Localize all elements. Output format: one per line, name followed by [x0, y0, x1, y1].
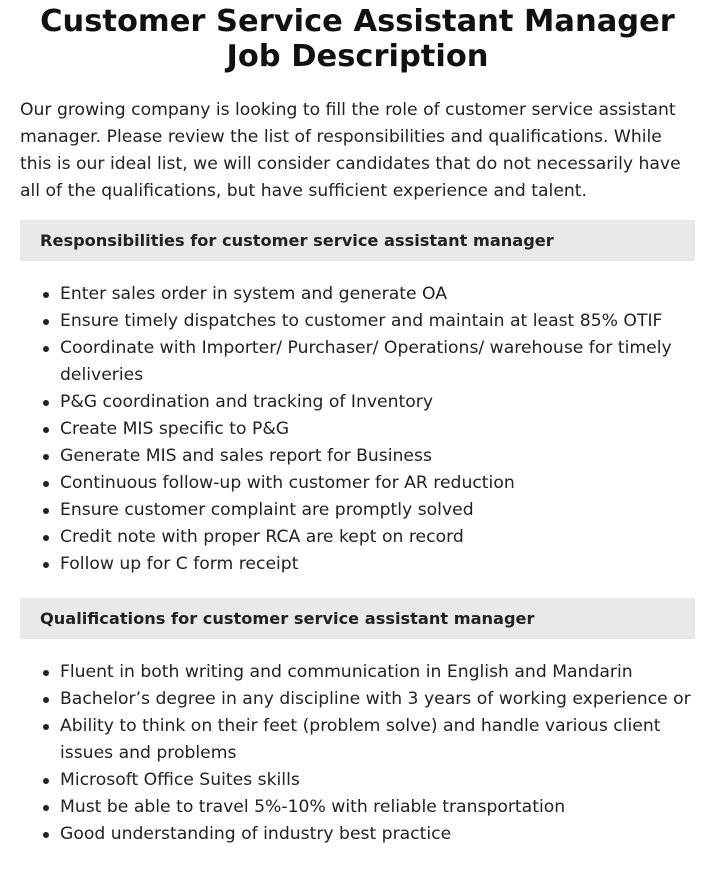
list-item: Generate MIS and sales report for Business: [60, 443, 695, 470]
list-item: Continuous follow-up with customer for AR reduction: [60, 470, 695, 497]
list-item: Ensure customer complaint are promptly solved: [60, 497, 695, 524]
list-item: Create MIS specific to P&G: [60, 416, 695, 443]
qualifications-heading: Qualifications for customer service assistant manager: [20, 598, 695, 639]
list-item: Fluent in both writing and communication in English and Mandarin: [60, 659, 695, 686]
responsibilities-list: [20, 281, 695, 578]
list-item: Good understanding of industry best practice: [60, 821, 695, 848]
list-item: Enter sales order in system and generate OA: [60, 281, 695, 308]
page-title: Customer Service Assistant Manager Job Description: [40, 4, 675, 74]
list-item: P&G coordination and tracking of Inventory: [60, 389, 695, 416]
list-item: Ensure timely dispatches to customer and maintain at least 85% OTIF: [60, 308, 695, 335]
list-item: Microsoft Office Suites skills: [60, 767, 695, 794]
qualifications-list: [20, 659, 695, 848]
list-item: Follow up for C form receipt: [60, 551, 695, 578]
list-item: Credit note with proper RCA are kept on record: [60, 524, 695, 551]
intro-paragraph: Our growing company is looking to fill the role of customer service assistant manager. Please review the list of responsibilities and qualifications. While this is our ideal list, we will consider candidates that do not necessarily have all of the qualifications, but have sufficient experience and talent.: [20, 100, 681, 201]
list-item: Bachelor’s degree in any discipline with 3 years of working experience or: [60, 686, 695, 713]
list-item: Ability to think on their feet (problem solve) and handle various client issues and problems: [60, 713, 695, 767]
list-item: Coordinate with Importer/ Purchaser/ Operations/ warehouse for timely deliveries: [60, 335, 695, 389]
responsibilities-heading: Responsibilities for customer service assistant manager: [20, 220, 695, 261]
list-item: Must be able to travel 5%-10% with reliable transportation: [60, 794, 695, 821]
